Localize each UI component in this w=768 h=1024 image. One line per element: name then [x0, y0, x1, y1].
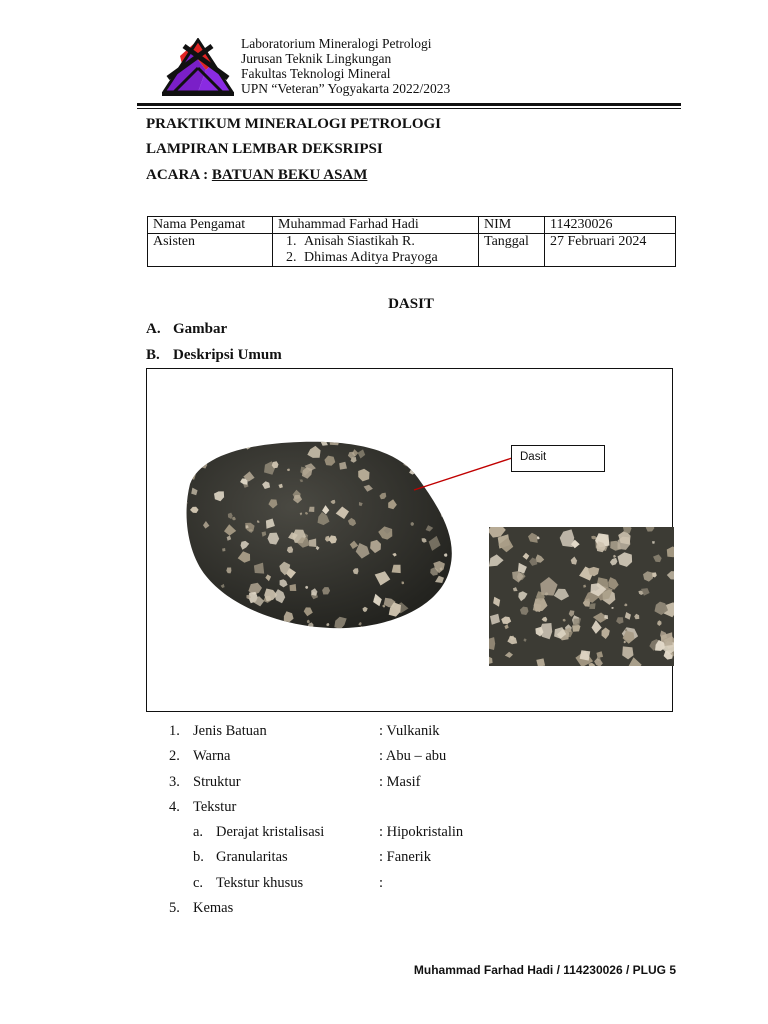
desc-number-2: 2.	[169, 748, 180, 764]
texture-value-crystallinity: : Hipokristalin	[379, 824, 464, 840]
assistant-list-cell	[273, 234, 479, 267]
texture-label-special: Tekstur khusus	[216, 875, 304, 891]
header-lab-name: Laboratorium Mineralogi Petrologi	[241, 36, 432, 51]
desc-number-1: 1.	[169, 723, 180, 739]
date-value: 27 Februari 2024	[545, 234, 676, 267]
assistant-list	[278, 234, 473, 266]
nim-label: NIM	[479, 217, 545, 234]
page-footer: Muhammad Farhad Hadi / 114230026 / PLUG 5	[413, 963, 676, 977]
texture-label-granularity: Granularitas	[216, 849, 288, 865]
rock-label-box: Dasit	[511, 445, 605, 472]
texture-label-crystallinity: Derajat kristalisasi	[216, 824, 325, 840]
observer-label: Nama Pengamat	[148, 217, 273, 234]
desc-number-5: 5.	[169, 900, 180, 916]
texture-value-special: :	[379, 875, 384, 891]
header-university: UPN “Veteran” Yogyakarta 2022/2023	[241, 81, 451, 96]
assistant-2: 2. Dhimas Aditya Prayoga	[300, 250, 473, 266]
section-b-label: Deskripsi Umum	[173, 347, 282, 363]
desc-label-color: Warna	[193, 748, 231, 764]
rock-closeup-image	[489, 527, 674, 666]
desc-value-rock-type: : Vulkanik	[379, 723, 440, 739]
observer-value: Muhammad Farhad Hadi	[273, 217, 479, 234]
desc-value-structure: : Masif	[379, 774, 421, 790]
title-practicum: PRAKTIKUM MINERALOGI PETROLOGI	[146, 116, 442, 132]
desc-number-3: 3.	[169, 774, 180, 790]
texture-letter-b: b.	[193, 849, 204, 865]
title-event	[146, 167, 367, 184]
texture-letter-c: c.	[193, 875, 204, 891]
label-leader-line	[410, 452, 514, 494]
header-faculty: Fakultas Teknologi Mineral	[241, 66, 391, 81]
lab-logo	[162, 38, 234, 96]
texture-letter-a: a.	[193, 824, 204, 840]
header-department: Jurusan Teknik Lingkungan	[241, 51, 392, 66]
rock-name-heading: DASIT	[388, 296, 434, 312]
section-a-number: A.	[146, 321, 161, 337]
date-label: Tanggal	[479, 234, 545, 267]
desc-label-texture: Tekstur	[193, 799, 237, 815]
desc-value-color: : Abu – abu	[379, 748, 447, 764]
desc-number-4: 4.	[169, 799, 180, 815]
assistant-1: 1. Anisah Siastikah R.	[300, 234, 473, 250]
desc-label-rock-type: Jenis Batuan	[193, 723, 267, 739]
section-a-label: Gambar	[173, 321, 228, 337]
assistant-label: Asisten	[148, 234, 273, 267]
title-attachment: LAMPIRAN LEMBAR DEKSRIPSI	[146, 141, 383, 157]
desc-label-structure: Struktur	[193, 774, 241, 790]
section-a-heading	[146, 321, 227, 338]
desc-label-fabric: Kemas	[193, 900, 234, 916]
nim-value: 114230026	[545, 217, 676, 234]
section-b-number: B.	[146, 347, 160, 363]
section-b-heading	[146, 347, 282, 364]
header-rule-thick	[137, 103, 681, 106]
observer-info-table	[147, 216, 676, 267]
title-event-prefix: ACARA :	[146, 167, 212, 183]
title-event-topic: BATUAN BEKU ASAM	[211, 167, 368, 183]
texture-value-granularity: : Fanerik	[379, 849, 431, 865]
header-rule-thin	[137, 108, 681, 109]
